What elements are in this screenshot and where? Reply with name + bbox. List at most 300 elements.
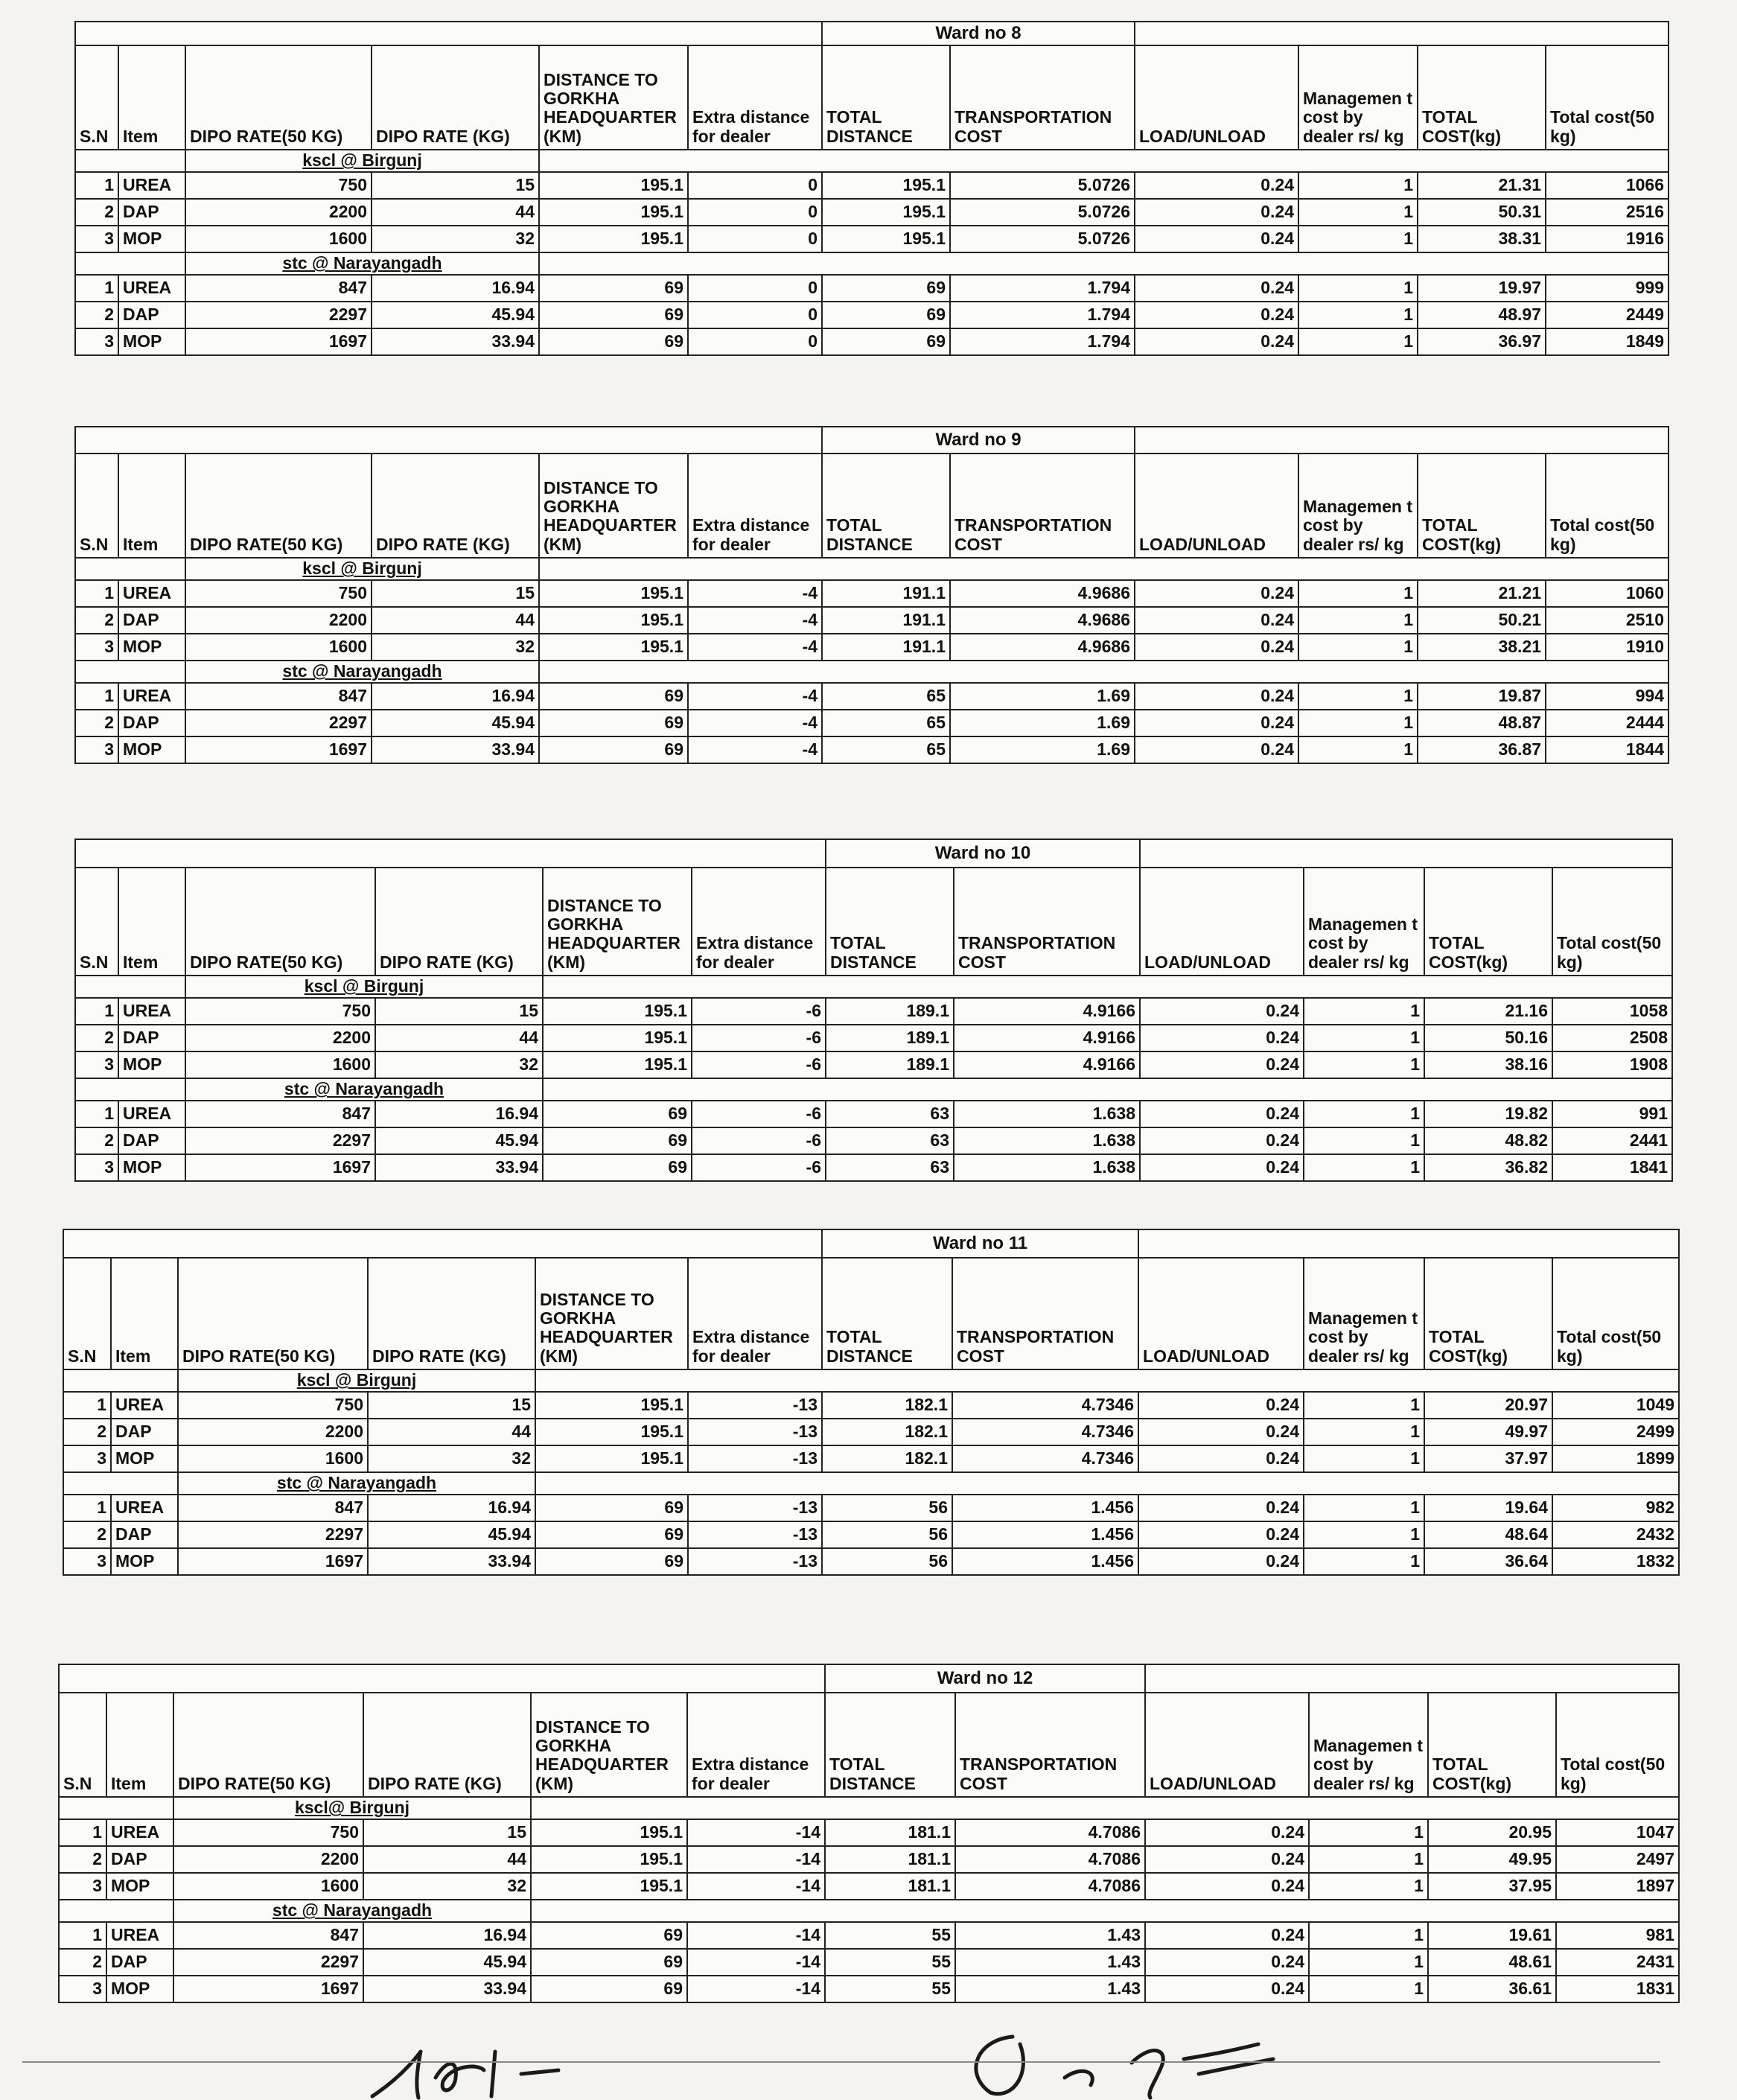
total-distance-cell: 63 (826, 1101, 954, 1127)
dipo-rate-50kg-cell: 2297 (185, 1127, 375, 1154)
column-header-transportation-cost: TRANSPORTATION COST (954, 868, 1140, 976)
sn-cell: 3 (59, 1976, 106, 2002)
distance-cell: 69 (539, 275, 688, 302)
total-cost-50kg-cell: 1908 (1552, 1051, 1672, 1078)
dipo-rate-50kg-cell: 1697 (185, 328, 372, 355)
column-header-total-cost-kg: TOTAL COST(kg) (1428, 1693, 1556, 1797)
distance-cell: 195.1 (539, 607, 688, 634)
transportation-cost-cell: 4.7346 (952, 1419, 1138, 1445)
load-unload-cell: 0.24 (1135, 172, 1298, 199)
dipo-rate-50kg-cell: 750 (173, 1819, 363, 1846)
dipo-rate-kg-cell: 32 (372, 226, 539, 252)
total-cost-50kg-cell: 1841 (1552, 1154, 1672, 1181)
load-unload-cell: 0.24 (1140, 1154, 1304, 1181)
transportation-cost-cell: 1.456 (952, 1548, 1138, 1575)
total-cost-kg-cell: 36.61 (1428, 1976, 1556, 2002)
distance-cell: 69 (531, 1922, 687, 1949)
total-cost-kg-cell: 36.87 (1418, 736, 1546, 763)
dipo-rate-kg-cell: 15 (375, 998, 543, 1025)
item-cell: MOP (111, 1445, 178, 1472)
supplier-label: stc @ Narayangadh (185, 252, 539, 275)
distance-cell: 195.1 (543, 998, 692, 1025)
column-header-item: Item (118, 454, 185, 558)
transportation-cost-cell: 1.794 (950, 302, 1135, 328)
ward-title-row (75, 22, 1669, 45)
extra-distance-cell: -4 (688, 634, 822, 661)
total-distance-cell: 182.1 (822, 1419, 952, 1445)
group-spacer-cell (75, 558, 185, 580)
total-distance-cell: 195.1 (822, 172, 950, 199)
total-distance-cell: 69 (822, 328, 950, 355)
dipo-rate-kg-cell: 16.94 (372, 683, 539, 710)
dipo-rate-kg-cell: 44 (363, 1846, 531, 1873)
column-header-dipo-rate-50kg: DIPO RATE(50 KG) (185, 45, 372, 150)
item-cell: MOP (118, 1051, 185, 1078)
dipo-rate-kg-cell: 33.94 (372, 736, 539, 763)
extra-distance-cell: 0 (688, 328, 822, 355)
column-header-row (63, 1258, 1679, 1369)
total-cost-kg-cell: 37.95 (1428, 1873, 1556, 1900)
sn-cell: 3 (75, 736, 118, 763)
supplier-label: kscl @ Birgunj (185, 976, 543, 998)
distance-cell: 69 (535, 1495, 688, 1521)
total-cost-kg-cell: 38.31 (1418, 226, 1546, 252)
management-cost-cell: 1 (1298, 302, 1418, 328)
extra-distance-cell: 0 (688, 172, 822, 199)
total-cost-kg-cell: 21.31 (1418, 172, 1546, 199)
table-row (59, 1873, 1679, 1900)
transportation-cost-cell: 1.794 (950, 328, 1135, 355)
column-header-dipo-rate-50kg: DIPO RATE(50 KG) (178, 1258, 368, 1369)
dipo-rate-50kg-cell: 847 (178, 1495, 368, 1521)
dipo-rate-kg-cell: 33.94 (368, 1548, 535, 1575)
transportation-cost-cell: 4.7086 (955, 1819, 1145, 1846)
total-cost-50kg-cell: 1832 (1552, 1548, 1679, 1575)
extra-distance-cell: -14 (687, 1846, 825, 1873)
load-unload-cell: 0.24 (1135, 275, 1298, 302)
transportation-cost-cell: 4.7086 (955, 1846, 1145, 1873)
load-unload-cell: 0.24 (1138, 1521, 1304, 1548)
group-label-row (59, 1797, 1679, 1819)
column-header-load-unload: LOAD/UNLOAD (1140, 868, 1304, 976)
transportation-cost-cell: 4.9686 (950, 634, 1135, 661)
distance-cell: 69 (543, 1154, 692, 1181)
transportation-cost-cell: 4.9166 (954, 1051, 1140, 1078)
table-row (75, 710, 1669, 736)
total-distance-cell: 189.1 (826, 998, 954, 1025)
sn-cell: 3 (75, 1154, 118, 1181)
column-header-total-distance: TOTAL DISTANCE (826, 868, 954, 976)
total-cost-50kg-cell: 981 (1556, 1922, 1679, 1949)
distance-cell: 69 (539, 736, 688, 763)
management-cost-cell: 1 (1304, 1101, 1424, 1127)
ward-table (74, 21, 1669, 356)
sn-cell: 3 (59, 1873, 106, 1900)
load-unload-cell: 0.24 (1145, 1976, 1309, 2002)
column-header-total-distance: TOTAL DISTANCE (822, 1258, 952, 1369)
column-header-total-cost-kg: TOTAL COST(kg) (1418, 454, 1546, 558)
total-distance-cell: 65 (822, 683, 950, 710)
column-header-dipo-rate-kg: DIPO RATE (KG) (363, 1693, 531, 1797)
column-header-total-cost-kg: TOTAL COST(kg) (1418, 45, 1546, 150)
total-cost-50kg-cell: 2508 (1552, 1025, 1672, 1051)
extra-distance-cell: -14 (687, 1922, 825, 1949)
item-cell: UREA (111, 1392, 178, 1419)
total-cost-kg-cell: 19.82 (1424, 1101, 1552, 1127)
ward-table (74, 839, 1673, 1182)
dipo-rate-kg-cell: 16.94 (375, 1101, 543, 1127)
extra-distance-cell: -4 (688, 580, 822, 607)
distance-cell: 195.1 (535, 1392, 688, 1419)
column-header-dipo-rate-50kg: DIPO RATE(50 KG) (185, 868, 375, 976)
dipo-rate-50kg-cell: 847 (185, 275, 372, 302)
transportation-cost-cell: 1.794 (950, 275, 1135, 302)
dipo-rate-50kg-cell: 2297 (173, 1949, 363, 1976)
column-header-transportation-cost: TRANSPORTATION COST (950, 454, 1135, 558)
title-spacer-cell (1140, 839, 1672, 868)
management-cost-cell: 1 (1298, 275, 1418, 302)
transportation-cost-cell: 1.638 (954, 1127, 1140, 1154)
group-label-row (59, 1900, 1679, 1922)
management-cost-cell: 1 (1304, 1051, 1424, 1078)
total-cost-kg-cell: 21.21 (1418, 580, 1546, 607)
dipo-rate-kg-cell: 32 (372, 634, 539, 661)
management-cost-cell: 1 (1304, 1445, 1424, 1472)
group-spacer-cell (63, 1369, 178, 1392)
dipo-rate-50kg-cell: 1697 (173, 1976, 363, 2002)
dipo-rate-50kg-cell: 847 (173, 1922, 363, 1949)
table-row (63, 1495, 1679, 1521)
distance-cell: 195.1 (531, 1819, 687, 1846)
transportation-cost-cell: 1.43 (955, 1922, 1145, 1949)
dipo-rate-50kg-cell: 750 (185, 580, 372, 607)
sn-cell: 3 (75, 226, 118, 252)
total-cost-50kg-cell: 2497 (1556, 1846, 1679, 1873)
distance-cell: 195.1 (539, 226, 688, 252)
dipo-rate-kg-cell: 33.94 (372, 328, 539, 355)
group-spacer-cell (75, 661, 185, 683)
distance-cell: 69 (531, 1976, 687, 2002)
load-unload-cell: 0.24 (1140, 998, 1304, 1025)
sn-cell: 2 (63, 1419, 111, 1445)
column-header-sn: S.N (59, 1693, 106, 1797)
sn-cell: 2 (75, 710, 118, 736)
total-distance-cell: 65 (822, 710, 950, 736)
management-cost-cell: 1 (1298, 710, 1418, 736)
table-row (75, 736, 1669, 763)
table-row (75, 302, 1669, 328)
dipo-rate-kg-cell: 15 (363, 1819, 531, 1846)
supplier-label: stc @ Narayangadh (178, 1472, 535, 1495)
load-unload-cell: 0.24 (1145, 1922, 1309, 1949)
ward-title-row (75, 839, 1672, 868)
total-cost-kg-cell: 19.87 (1418, 683, 1546, 710)
ward-title: Ward no 9 (822, 427, 1135, 454)
total-distance-cell: 181.1 (825, 1873, 955, 1900)
total-cost-kg-cell: 19.61 (1428, 1922, 1556, 1949)
extra-distance-cell: -6 (692, 1025, 826, 1051)
dipo-rate-kg-cell: 44 (372, 607, 539, 634)
load-unload-cell: 0.24 (1145, 1873, 1309, 1900)
ward-table (63, 1229, 1680, 1576)
group-label-row (75, 976, 1672, 998)
table-row (63, 1445, 1679, 1472)
dipo-rate-kg-cell: 32 (368, 1445, 535, 1472)
title-spacer-cell (75, 427, 822, 454)
sn-cell: 3 (75, 634, 118, 661)
total-cost-kg-cell: 49.95 (1428, 1846, 1556, 1873)
signature-right (960, 2029, 1348, 2100)
management-cost-cell: 1 (1298, 328, 1418, 355)
distance-cell: 195.1 (543, 1051, 692, 1078)
load-unload-cell: 0.24 (1138, 1548, 1304, 1575)
load-unload-cell: 0.24 (1135, 226, 1298, 252)
total-cost-50kg-cell: 982 (1552, 1495, 1679, 1521)
total-distance-cell: 55 (825, 1976, 955, 2002)
distance-cell: 195.1 (531, 1846, 687, 1873)
total-cost-50kg-cell: 2516 (1546, 199, 1669, 226)
supplier-label: kscl@ Birgunj (173, 1797, 531, 1819)
extra-distance-cell: -6 (692, 1051, 826, 1078)
group-spacer-cell (75, 976, 185, 998)
extra-distance-cell: 0 (688, 199, 822, 226)
title-spacer-cell (75, 839, 826, 868)
column-header-sn: S.N (75, 45, 118, 150)
group-spacer-cell (543, 976, 1672, 998)
management-cost-cell: 1 (1309, 1846, 1428, 1873)
sn-cell: 1 (63, 1495, 111, 1521)
extra-distance-cell: -13 (688, 1495, 822, 1521)
column-header-load-unload: LOAD/UNLOAD (1135, 45, 1298, 150)
sn-cell: 1 (59, 1819, 106, 1846)
dipo-rate-50kg-cell: 1697 (185, 1154, 375, 1181)
management-cost-cell: 1 (1309, 1949, 1428, 1976)
distance-cell: 195.1 (539, 199, 688, 226)
total-cost-kg-cell: 36.97 (1418, 328, 1546, 355)
dipo-rate-kg-cell: 45.94 (372, 302, 539, 328)
load-unload-cell: 0.24 (1145, 1819, 1309, 1846)
total-cost-kg-cell: 20.95 (1428, 1819, 1556, 1846)
item-cell: UREA (118, 998, 185, 1025)
extra-distance-cell: -4 (688, 683, 822, 710)
group-spacer-cell (539, 661, 1669, 683)
column-header-load-unload: LOAD/UNLOAD (1135, 454, 1298, 558)
total-distance-cell: 182.1 (822, 1392, 952, 1419)
total-distance-cell: 69 (822, 302, 950, 328)
item-cell: DAP (118, 607, 185, 634)
group-spacer-cell (535, 1369, 1679, 1392)
load-unload-cell: 0.24 (1135, 580, 1298, 607)
table-row (59, 1846, 1679, 1873)
total-cost-50kg-cell: 1058 (1552, 998, 1672, 1025)
column-header-total-distance: TOTAL DISTANCE (822, 454, 950, 558)
extra-distance-cell: -14 (687, 1873, 825, 1900)
management-cost-cell: 1 (1304, 1154, 1424, 1181)
group-label-row (63, 1369, 1679, 1392)
column-header-dipo-rate-kg: DIPO RATE (KG) (372, 45, 539, 150)
transportation-cost-cell: 4.7346 (952, 1445, 1138, 1472)
item-cell: DAP (118, 302, 185, 328)
table-row (75, 1025, 1672, 1051)
total-cost-50kg-cell: 999 (1546, 275, 1669, 302)
management-cost-cell: 1 (1304, 1025, 1424, 1051)
table-row (75, 580, 1669, 607)
load-unload-cell: 0.24 (1138, 1392, 1304, 1419)
column-header-dipo-rate-kg: DIPO RATE (KG) (368, 1258, 535, 1369)
column-header-transportation-cost: TRANSPORTATION COST (950, 45, 1135, 150)
column-header-management-cost: Managemen t cost by dealer rs/ kg (1304, 868, 1424, 976)
table-row (75, 199, 1669, 226)
column-header-transportation-cost: TRANSPORTATION COST (952, 1258, 1138, 1369)
sn-cell: 1 (75, 275, 118, 302)
group-spacer-cell (59, 1797, 173, 1819)
sn-cell: 3 (63, 1548, 111, 1575)
distance-cell: 69 (543, 1127, 692, 1154)
column-header-total-cost-kg: TOTAL COST(kg) (1424, 1258, 1552, 1369)
column-header-total-cost-kg: TOTAL COST(kg) (1424, 868, 1552, 976)
management-cost-cell: 1 (1304, 1521, 1424, 1548)
dipo-rate-kg-cell: 45.94 (363, 1949, 531, 1976)
load-unload-cell: 0.24 (1140, 1051, 1304, 1078)
total-cost-kg-cell: 19.64 (1424, 1495, 1552, 1521)
column-header-extra-distance: Extra distance for dealer (688, 1258, 822, 1369)
dipo-rate-50kg-cell: 1600 (185, 1051, 375, 1078)
distance-cell: 69 (535, 1548, 688, 1575)
group-label-row (75, 558, 1669, 580)
page-bottom-rule (22, 2061, 1660, 2063)
supplier-label: kscl @ Birgunj (185, 150, 539, 172)
dipo-rate-kg-cell: 15 (372, 580, 539, 607)
item-cell: UREA (118, 683, 185, 710)
dipo-rate-kg-cell: 44 (368, 1419, 535, 1445)
distance-cell: 69 (535, 1521, 688, 1548)
column-header-extra-distance: Extra distance for dealer (688, 454, 822, 558)
dipo-rate-50kg-cell: 1600 (173, 1873, 363, 1900)
total-distance-cell: 181.1 (825, 1846, 955, 1873)
item-cell: UREA (118, 172, 185, 199)
total-cost-50kg-cell: 1066 (1546, 172, 1669, 199)
total-cost-kg-cell: 36.82 (1424, 1154, 1552, 1181)
transportation-cost-cell: 1.43 (955, 1976, 1145, 2002)
distance-cell: 195.1 (543, 1025, 692, 1051)
transportation-cost-cell: 1.638 (954, 1154, 1140, 1181)
extra-distance-cell: 0 (688, 302, 822, 328)
total-cost-50kg-cell: 2441 (1552, 1127, 1672, 1154)
extra-distance-cell: -14 (687, 1949, 825, 1976)
table-row (75, 226, 1669, 252)
dipo-rate-50kg-cell: 1600 (185, 634, 372, 661)
total-cost-kg-cell: 36.64 (1424, 1548, 1552, 1575)
dipo-rate-kg-cell: 16.94 (363, 1922, 531, 1949)
column-header-total-cost-50kg: Total cost(50 kg) (1546, 45, 1669, 150)
transportation-cost-cell: 4.7086 (955, 1873, 1145, 1900)
sn-cell: 1 (75, 1101, 118, 1127)
total-cost-kg-cell: 49.97 (1424, 1419, 1552, 1445)
management-cost-cell: 1 (1298, 607, 1418, 634)
column-header-distance: DISTANCE TO GORKHA HEADQUARTER (KM) (543, 868, 692, 976)
management-cost-cell: 1 (1304, 1495, 1424, 1521)
table-row (75, 998, 1672, 1025)
item-cell: DAP (118, 710, 185, 736)
total-distance-cell: 65 (822, 736, 950, 763)
extra-distance-cell: -6 (692, 1154, 826, 1181)
group-spacer-cell (75, 1078, 185, 1101)
total-cost-50kg-cell: 2432 (1552, 1521, 1679, 1548)
group-spacer-cell (531, 1900, 1679, 1922)
load-unload-cell: 0.24 (1135, 683, 1298, 710)
group-spacer-cell (75, 150, 185, 172)
table-row (75, 1154, 1672, 1181)
management-cost-cell: 1 (1304, 1127, 1424, 1154)
management-cost-cell: 1 (1298, 736, 1418, 763)
total-cost-kg-cell: 50.21 (1418, 607, 1546, 634)
total-distance-cell: 189.1 (826, 1051, 954, 1078)
dipo-rate-kg-cell: 44 (372, 199, 539, 226)
ward-title: Ward no 11 (822, 1229, 1138, 1258)
dipo-rate-50kg-cell: 2200 (178, 1419, 368, 1445)
total-cost-kg-cell: 38.16 (1424, 1051, 1552, 1078)
extra-distance-cell: -14 (687, 1976, 825, 2002)
sn-cell: 2 (63, 1521, 111, 1548)
total-cost-50kg-cell: 2444 (1546, 710, 1669, 736)
transportation-cost-cell: 5.0726 (950, 226, 1135, 252)
sn-cell: 2 (59, 1846, 106, 1873)
management-cost-cell: 1 (1309, 1873, 1428, 1900)
management-cost-cell: 1 (1309, 1922, 1428, 1949)
total-cost-kg-cell: 19.97 (1418, 275, 1546, 302)
sn-cell: 1 (75, 172, 118, 199)
total-cost-50kg-cell: 1916 (1546, 226, 1669, 252)
total-cost-kg-cell: 37.97 (1424, 1445, 1552, 1472)
column-header-extra-distance: Extra distance for dealer (692, 868, 826, 976)
dipo-rate-50kg-cell: 2200 (185, 199, 372, 226)
total-cost-50kg-cell: 1060 (1546, 580, 1669, 607)
total-distance-cell: 191.1 (822, 607, 950, 634)
extra-distance-cell: -6 (692, 1127, 826, 1154)
item-cell: UREA (118, 1101, 185, 1127)
table-row (75, 634, 1669, 661)
dipo-rate-50kg-cell: 2200 (185, 1025, 375, 1051)
total-cost-50kg-cell: 2510 (1546, 607, 1669, 634)
dipo-rate-50kg-cell: 2297 (185, 710, 372, 736)
load-unload-cell: 0.24 (1135, 736, 1298, 763)
table-row (75, 683, 1669, 710)
item-cell: MOP (111, 1548, 178, 1575)
transportation-cost-cell: 4.9686 (950, 580, 1135, 607)
item-cell: MOP (106, 1873, 173, 1900)
column-header-dipo-rate-50kg: DIPO RATE(50 KG) (173, 1693, 363, 1797)
dipo-rate-kg-cell: 15 (368, 1392, 535, 1419)
supplier-label: stc @ Narayangadh (173, 1900, 531, 1922)
transportation-cost-cell: 1.69 (950, 736, 1135, 763)
total-distance-cell: 56 (822, 1521, 952, 1548)
title-spacer-cell (1135, 427, 1669, 454)
total-cost-50kg-cell: 1849 (1546, 328, 1669, 355)
column-header-item: Item (106, 1693, 173, 1797)
item-cell: DAP (106, 1949, 173, 1976)
dipo-rate-kg-cell: 32 (375, 1051, 543, 1078)
total-cost-50kg-cell: 1910 (1546, 634, 1669, 661)
total-distance-cell: 55 (825, 1922, 955, 1949)
management-cost-cell: 1 (1309, 1976, 1428, 2002)
total-cost-50kg-cell: 1049 (1552, 1392, 1679, 1419)
table-row (75, 275, 1669, 302)
distance-cell: 69 (539, 302, 688, 328)
load-unload-cell: 0.24 (1140, 1127, 1304, 1154)
sn-cell: 2 (59, 1949, 106, 1976)
distance-cell: 195.1 (539, 172, 688, 199)
extra-distance-cell: -13 (688, 1419, 822, 1445)
